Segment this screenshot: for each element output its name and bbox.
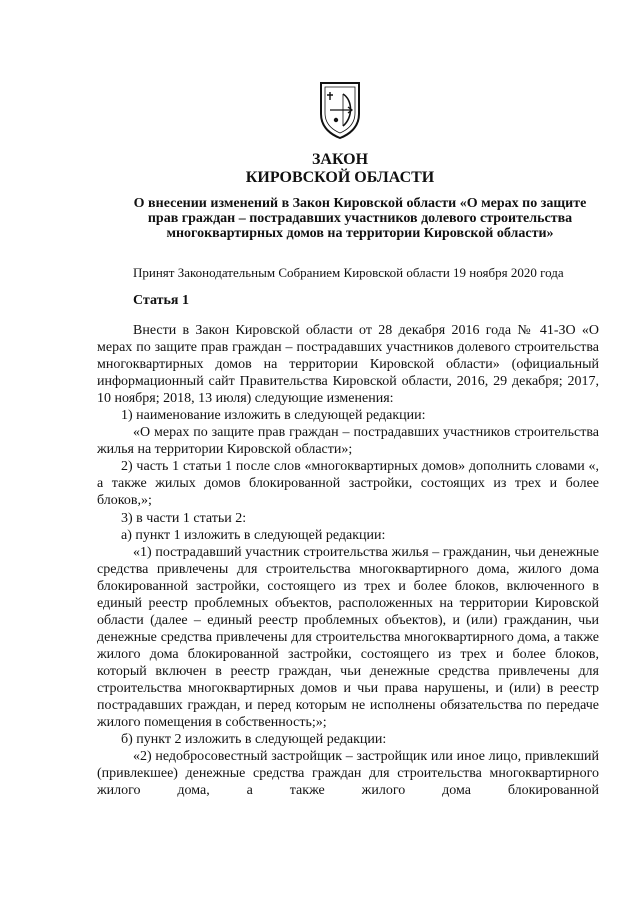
paragraph: б) пункт 2 изложить в следующей редакции: [121, 732, 387, 748]
law-title-line2: КИРОВСКОЙ ОБЛАСТИ [245, 169, 435, 186]
paragraph: Внести в Закон Кировской области от 28 декабря 2016 года № 41-ЗО «О мерах по защите прав граждан – пострадавших участников долевого строительства многоквартирных домов на территории Кировской области» (официальный информационный сайт Правительства Кировской области, 2016, 29 декабря; 2017, 10 ноября; 2018, 13 июля) следующие изменения: [97, 323, 599, 407]
paragraph: а) пункт 1 изложить в следующей редакции: [121, 527, 386, 543]
article-heading: Статья 1 [133, 293, 189, 308]
paragraph: 2) часть 1 статьи 1 после слов «многоквартирных домов» дополнить словами «, а также жилых домов блокированной застройки, состоящих из трех и более блоков,»; [97, 459, 599, 509]
document-body [97, 322, 599, 799]
paragraph: «1) пострадавший участник строительства жилья – гражданин, чьи денежные средства привлечены для строительства многоквартирного дома, жилого дома блокированной застройки, состоящего из трех и более блоков, включенного в единый реестр проблемных объектов, расположенных на территории Кировской области (далее – единый реестр проблемных объектов), и (или) гражданин, чьи денежные средства привлечены для строительства многоквартирного дома, а также жилого дома блокированной застройки, состоящего из трех и более блоков, который включен в реестр граждан, чьи денежные средства привлечены для строительства многоквартирных домов и чьи права нарушены, и (или) в реестр пострадавших граждан, и перед которым не исполнены обязательства по передаче жилого помещения в собственность;»; [97, 544, 599, 731]
paragraph: 3) в части 1 статьи 2: [121, 510, 247, 526]
paragraph: «О мерах по защите прав граждан – пострадавших участников строительства жилья на территории Кировской области»; [97, 425, 599, 458]
paragraph: 1) наименование изложить в следующей редакции: [121, 408, 426, 424]
paragraph: «2) недобросовестный застройщик – застройщик или иное лицо, привлекший (привлекшее) денежные средства граждан для строительства многоквартирного жилого дома, а также жилого дома блокированной [97, 749, 599, 799]
law-subtitle: О внесении изменений в Закон Кировской области «О мерах по защите прав граждан – пострадавших участников долевого строительства многоквартирных домов на территории Кировской области» [133, 196, 587, 241]
coat-of-arms-icon [318, 80, 362, 140]
law-title-line1: ЗАКОН [311, 151, 369, 168]
adoption-line: Принят Законодательным Собранием Кировской области 19 ноября 2020 года [133, 265, 564, 280]
